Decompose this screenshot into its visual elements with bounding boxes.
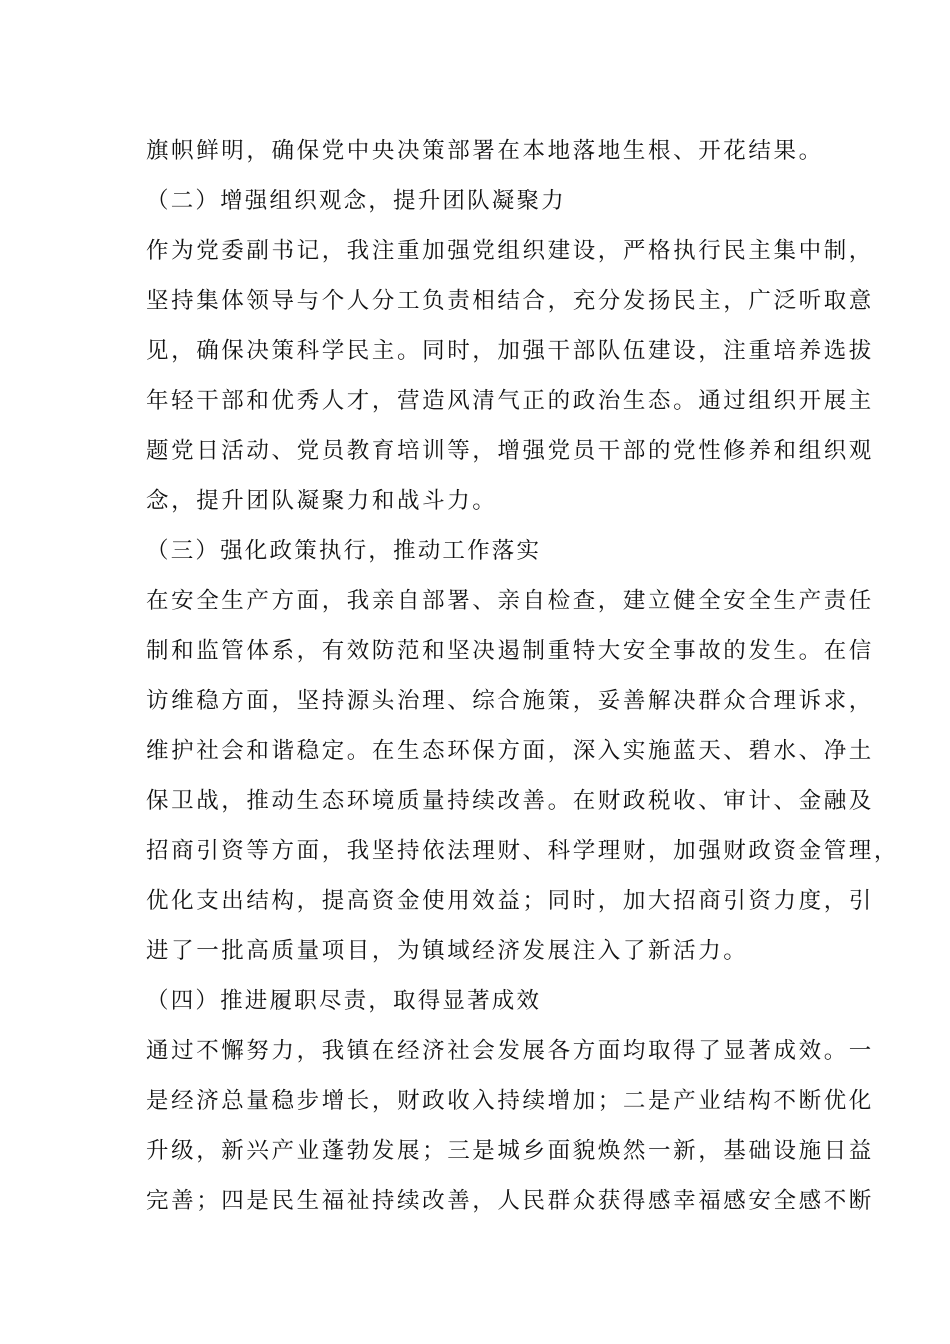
paragraph-line: 坚持集体领导与个人分工负责相结合，充分发扬民主，广泛听取意 — [146, 288, 874, 314]
paragraph-line: 升级，新兴产业蓬勃发展；三是城乡面貌焕然一新，基础设施日益 — [146, 1138, 874, 1164]
section-heading-3: （三）强化政策执行，推动工作落实 — [146, 538, 542, 564]
paragraph-line: 题党日活动、党员教育培训等，增强党员干部的党性修养和组织观 — [146, 438, 874, 464]
paragraph-line: 优化支出结构，提高资金使用效益；同时，加大招商引资力度，引 — [146, 888, 874, 914]
paragraph-line: 招商引资等方面，我坚持依法理财、科学理财，加强财政资金管理， — [146, 838, 900, 864]
paragraph-line: 见，确保决策科学民主。同时，加强干部队伍建设，注重培养选拔 — [146, 338, 874, 364]
paragraph-line: 访维稳方面，坚持源头治理、综合施策，妥善解决群众合理诉求， — [146, 688, 874, 714]
paragraph-line: 旗帜鲜明，确保党中央决策部署在本地落地生根、开花结果。 — [146, 138, 824, 164]
paragraph-line: 年轻干部和优秀人才，营造风清气正的政治生态。通过组织开展主 — [146, 388, 874, 414]
paragraph-line: 进了一批高质量项目，为镇域经济发展注入了新活力。 — [146, 938, 749, 964]
paragraph-line: 完善；四是民生福祉持续改善，人民群众获得感幸福感安全感不断 — [146, 1188, 874, 1214]
section-heading-4: （四）推进履职尽责，取得显著成效 — [146, 988, 542, 1014]
paragraph-line: 制和监管体系，有效防范和坚决遏制重特大安全事故的发生。在信 — [146, 638, 874, 664]
paragraph-line: 维护社会和谐稳定。在生态环保方面，深入实施蓝天、碧水、净土 — [146, 738, 874, 764]
section-heading-2: （二）增强组织观念，提升团队凝聚力 — [146, 188, 566, 214]
paragraph-line: 念，提升团队凝聚力和战斗力。 — [146, 488, 498, 514]
paragraph-line: 在安全生产方面，我亲自部署、亲自检查，建立健全安全生产责任 — [146, 588, 874, 614]
paragraph-line: 通过不懈努力，我镇在经济社会发展各方面均取得了显著成效。一 — [146, 1038, 874, 1064]
paragraph-line: 保卫战，推动生态环境质量持续改善。在财政税收、审计、金融及 — [146, 788, 874, 814]
paragraph-line: 是经济总量稳步增长，财政收入持续增加；二是产业结构不断优化 — [146, 1088, 874, 1114]
paragraph-line: 作为党委副书记，我注重加强党组织建设，严格执行民主集中制， — [146, 238, 874, 264]
